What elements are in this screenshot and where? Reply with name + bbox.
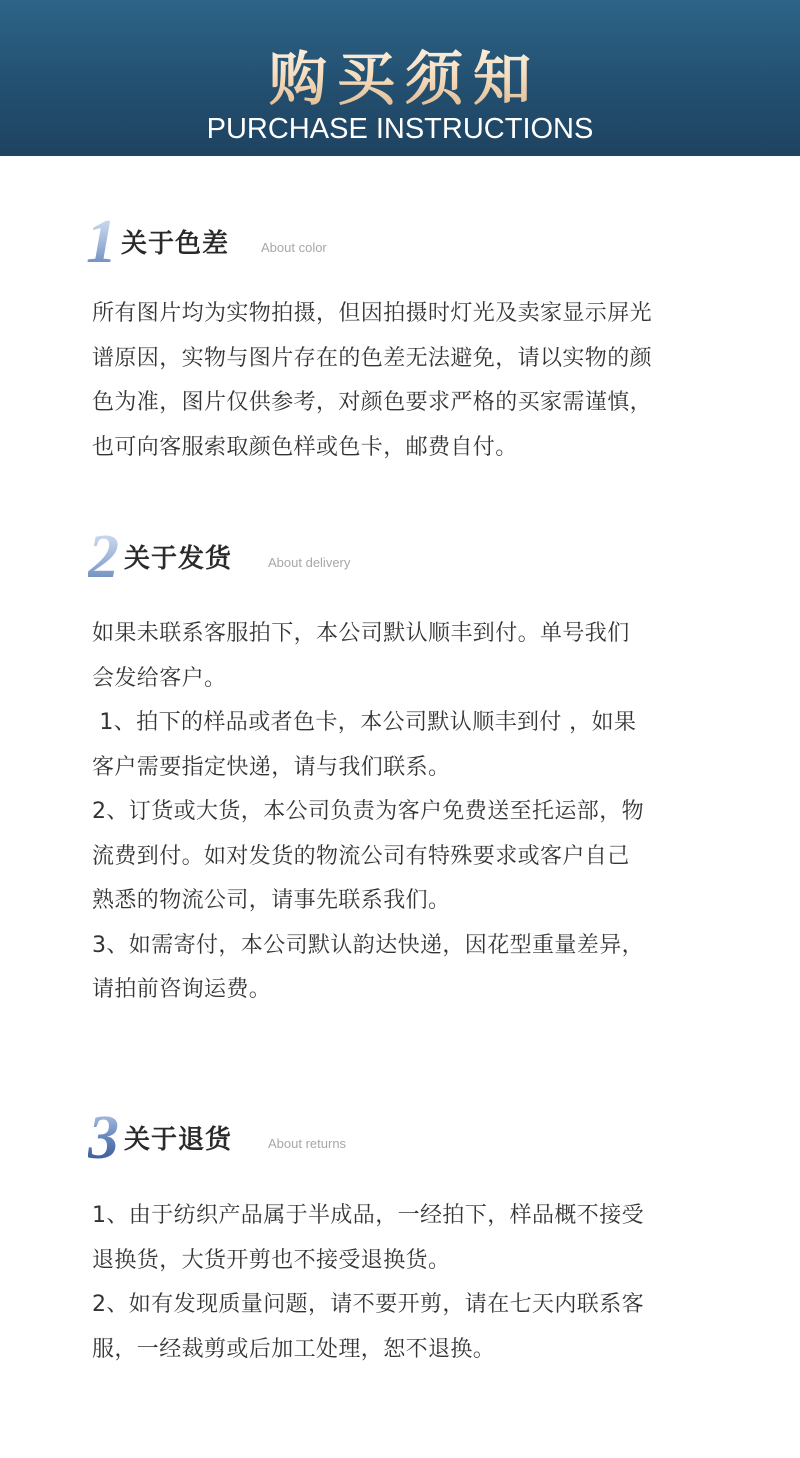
- text-line: 请拍前咨询运费。: [92, 977, 272, 1002]
- text-line: 也可向客服索取颜色样或色卡，邮费自付。: [92, 434, 518, 460]
- section-number: 1: [86, 208, 117, 276]
- section-number: 3: [88, 1104, 119, 1172]
- text-line: 色为准，图片仅供参考，对颜色要求严格的买家需谨慎，: [92, 390, 653, 415]
- section-body-color: [92, 292, 732, 470]
- text-line: 流费到付。如对发货的物流公司有特殊要求或客户自己: [92, 843, 630, 869]
- text-line: 1、拍下的样品或者色卡，本公司默认顺丰到付 ，如果: [92, 710, 637, 735]
- text-line: 1、由于纺织产品属于半成品，一经拍下，样品概不接受: [92, 1203, 644, 1228]
- section-header-color: [86, 208, 686, 276]
- text-line: 会发给客户。: [92, 665, 227, 691]
- section-body-returns: [92, 1194, 732, 1372]
- text-line: 熟悉的物流公司，请事先联系我们。: [92, 888, 451, 913]
- text-line: 服，一经裁剪或后加工处理，恕不退换。: [92, 1336, 496, 1362]
- text-line: 2、如有发现质量问题，请不要开剪，请在七天内联系客: [92, 1292, 644, 1317]
- text-line: 所有图片均为实物拍摄，但因拍摄时灯光及卖家显示屏光: [92, 301, 653, 326]
- section-title: 关于退货: [124, 1125, 233, 1155]
- section-caption: About delivery: [268, 555, 351, 570]
- section-body-delivery: [92, 612, 732, 1013]
- section-title: 关于色差: [121, 229, 230, 259]
- section-title: 关于发货: [124, 544, 233, 574]
- page-title: 购买须知: [0, 44, 800, 114]
- section-header-delivery: [86, 523, 686, 591]
- section-caption: About color: [261, 240, 327, 255]
- text-line: 谱原因，实物与图片存在的色差无法避免，请以实物的颜: [92, 345, 653, 371]
- page-subtitle: PURCHASE INSTRUCTIONS: [206, 113, 594, 145]
- text-line: 3、如需寄付，本公司默认韵达快递，因花型重量差异，: [92, 932, 644, 958]
- text-line: 如果未联系客服拍下，本公司默认顺丰到付。单号我们: [92, 621, 630, 646]
- text-line: 2、订货或大货，本公司负责为客户免费送至托运部，物: [92, 799, 644, 824]
- text-line: 退换货，大货开剪也不接受退换货。: [92, 1247, 451, 1273]
- header-banner: [0, 0, 800, 156]
- section-number: 2: [88, 523, 119, 591]
- text-line: 客户需要指定快递，请与我们联系。: [92, 754, 451, 780]
- section-caption: About returns: [268, 1136, 347, 1151]
- section-header-returns: [86, 1104, 686, 1172]
